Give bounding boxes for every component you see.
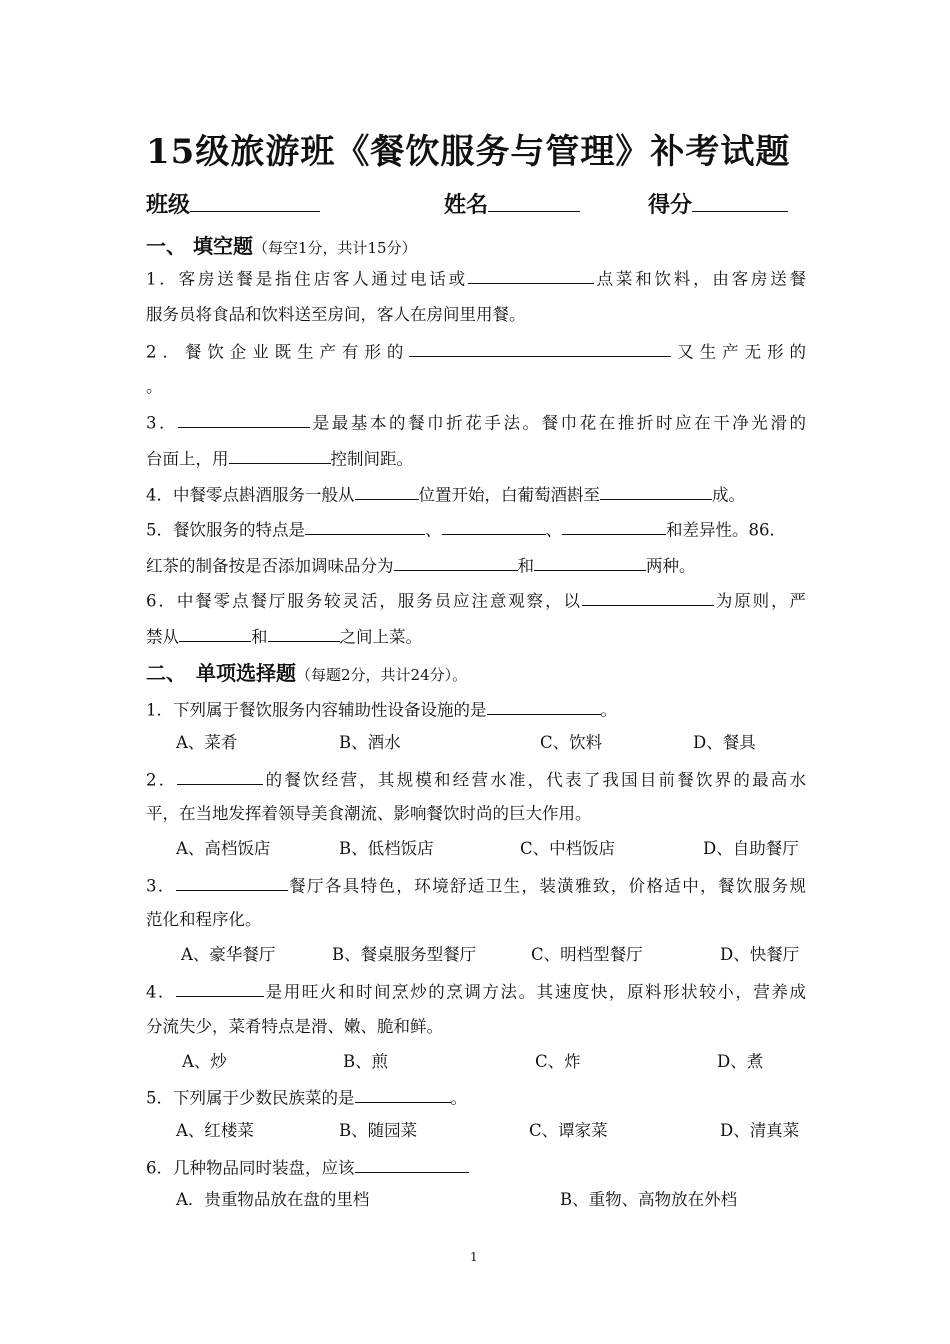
option-d[interactable]: D、清真菜 <box>720 1121 800 1140</box>
answer-blank[interactable] <box>487 697 601 715</box>
question-text: 、 <box>545 520 562 540</box>
option-c[interactable]: C、炸 <box>535 1052 581 1071</box>
question-line <box>146 553 696 578</box>
question-text: 为原则，严 <box>713 591 807 611</box>
question-text: 3． <box>146 876 176 896</box>
answer-blank[interactable] <box>305 517 425 535</box>
question-line <box>146 624 422 649</box>
option-b[interactable]: B、低档饭店 <box>339 839 434 858</box>
question-line <box>146 303 526 327</box>
question-text: 1．下列属于餐饮服务内容辅助性设备设施的是 <box>146 700 487 720</box>
page-title: 15级旅游班《餐饮服务与管理》补考试题 <box>146 132 791 172</box>
question-text: 红茶的制备按是否添加调味品分为 <box>146 556 394 576</box>
question-text: 台面上，用 <box>146 449 229 469</box>
question-line <box>146 517 786 542</box>
question-text: 是最基本的餐巾折花手法。餐巾花在推折时应在干净光滑的 <box>310 413 807 433</box>
option-a[interactable]: A、菜肴 <box>176 733 238 752</box>
question-text: 是用旺火和时间烹炒的烹调方法。其速度快，原料形状较小，营养成 <box>264 982 806 1002</box>
class-field <box>146 188 320 219</box>
score-blank[interactable] <box>692 188 788 212</box>
option-a[interactable]: A、高档饭店 <box>176 839 271 858</box>
class-label: 班级 <box>146 192 191 219</box>
question-text: 1．客房送餐是指住店客人通过电话或 <box>146 269 468 289</box>
answer-blank[interactable] <box>176 979 264 997</box>
answer-blank[interactable] <box>394 553 518 571</box>
question-line <box>146 588 806 613</box>
question-text: 两种。 <box>646 556 696 576</box>
question-text: 5．餐饮服务的特点是 <box>146 520 305 540</box>
question-line <box>146 873 806 898</box>
question-text: 位置开始，白葡萄酒斟至 <box>418 485 600 505</box>
section-heading <box>146 230 417 259</box>
question-text: 4． <box>146 982 177 1002</box>
question-text: 餐厅各具特色，环境舒适卫生，装潢雅致，价格适中，餐饮服务规 <box>287 876 807 896</box>
answer-blank[interactable] <box>176 873 288 891</box>
section-heading <box>146 657 467 686</box>
class-blank[interactable] <box>190 188 320 212</box>
name-field <box>444 188 580 219</box>
question-text: 。 <box>146 377 163 396</box>
answer-blank[interactable] <box>355 1155 469 1173</box>
question-text: 。 <box>450 1088 467 1108</box>
question-text: 6．中餐零点餐厅服务较灵活，服务员应注意观察，以 <box>146 591 582 611</box>
question-line <box>146 266 806 291</box>
question-text: 的餐饮经营，其规模和经营水准，代表了我国目前餐饮界的最高水 <box>263 770 807 790</box>
question-line <box>146 410 806 435</box>
question-text: 范化和程序化。 <box>146 910 262 929</box>
question-text: 。 <box>600 700 617 720</box>
answer-blank[interactable] <box>268 624 340 642</box>
question-text: 服务员将食品和饮料送至房间，客人在房间里用餐。 <box>146 305 526 324</box>
question-text: 3． <box>146 413 179 433</box>
question-line <box>146 446 413 471</box>
question-text: 5．下列属于少数民族菜的是 <box>146 1088 355 1108</box>
question-text: 2． <box>146 770 178 790</box>
question-text: 和 <box>251 627 268 647</box>
question-text: 和 <box>517 556 534 576</box>
question-text: 6．几种物品同时装盘，应该 <box>146 1158 355 1178</box>
question-line <box>146 1085 467 1110</box>
score-field <box>648 188 788 219</box>
name-blank[interactable] <box>488 188 580 212</box>
question-text: 平，在当地发挥着领导美食潮流、影响餐饮时尚的巨大作用。 <box>146 804 592 823</box>
section-title: 一、 填空题 <box>146 234 253 258</box>
answer-blank[interactable] <box>355 1085 451 1103</box>
question-line <box>146 802 592 826</box>
question-text: 分流失少，菜肴特点是滑、嫩、脆和鲜。 <box>146 1017 443 1036</box>
question-text: 4．中餐零点斟酒服务一般从 <box>146 485 355 505</box>
question-line <box>146 1015 443 1039</box>
option-c[interactable]: C、谭家菜 <box>529 1121 608 1140</box>
score-label: 得分 <box>648 192 693 219</box>
question-text: 2．餐饮企业既生产有形的 <box>146 342 410 362</box>
question-line <box>146 375 163 399</box>
option-a[interactable]: A、豪华餐厅 <box>181 945 276 964</box>
option-d[interactable]: D、煮 <box>717 1052 764 1071</box>
question-line <box>146 767 806 792</box>
page-number: 1 <box>470 1250 478 1264</box>
answer-blank[interactable] <box>600 482 712 500</box>
option-b[interactable]: B、随园菜 <box>339 1121 418 1140</box>
answer-blank[interactable] <box>355 482 419 500</box>
answer-blank[interactable] <box>468 266 594 284</box>
option-b[interactable]: B、餐桌服务型餐厅 <box>332 945 477 964</box>
section-note: （每题2分，共计24分）。 <box>296 666 468 684</box>
question-text: 成。 <box>712 485 745 505</box>
option-a[interactable]: A、红楼菜 <box>176 1121 254 1140</box>
answer-blank[interactable] <box>179 624 251 642</box>
answer-blank[interactable] <box>409 339 671 357</box>
question-line <box>146 908 262 932</box>
answer-blank[interactable] <box>177 767 263 785</box>
question-text: 点菜和饮料，由客房送餐 <box>593 269 807 289</box>
option-d[interactable]: D、自助餐厅 <box>703 839 799 858</box>
answer-blank[interactable] <box>562 517 666 535</box>
option-d[interactable]: D、快餐厅 <box>720 945 800 964</box>
question-text: 控制间距。 <box>330 449 413 469</box>
option-a[interactable]: A．贵重物品放在盘的里档 <box>176 1190 370 1209</box>
answer-blank[interactable] <box>229 446 331 464</box>
option-b[interactable]: B、煎 <box>343 1052 389 1071</box>
answer-blank[interactable] <box>442 517 546 535</box>
option-b[interactable]: B、重物、高物放在外档 <box>560 1190 738 1209</box>
option-d[interactable]: D、餐具 <box>693 733 756 752</box>
name-label: 姓名 <box>444 192 489 219</box>
answer-blank[interactable] <box>582 588 714 606</box>
question-line <box>146 1155 469 1180</box>
answer-blank[interactable] <box>178 410 310 428</box>
question-line <box>146 979 806 1004</box>
question-text: 之间上菜。 <box>339 627 422 647</box>
option-b[interactable]: B、酒水 <box>339 733 401 752</box>
question-text: 、 <box>425 520 442 540</box>
question-text: 又生产无形的 <box>671 342 807 362</box>
answer-blank[interactable] <box>534 553 646 571</box>
option-c[interactable]: C、中档饭店 <box>520 839 616 858</box>
question-line <box>146 482 745 507</box>
option-a[interactable]: A、炒 <box>182 1052 227 1071</box>
question-line <box>146 697 617 722</box>
question-line <box>146 339 806 364</box>
section-note: （每空1分，共计15分） <box>252 239 417 257</box>
section-title: 二、 单项选择题 <box>146 661 296 685</box>
option-c[interactable]: C、饮料 <box>540 733 603 752</box>
question-text: 禁从 <box>146 627 179 647</box>
option-c[interactable]: C、明档型餐厅 <box>531 945 643 964</box>
question-text: 和差异性。86． <box>666 520 786 540</box>
